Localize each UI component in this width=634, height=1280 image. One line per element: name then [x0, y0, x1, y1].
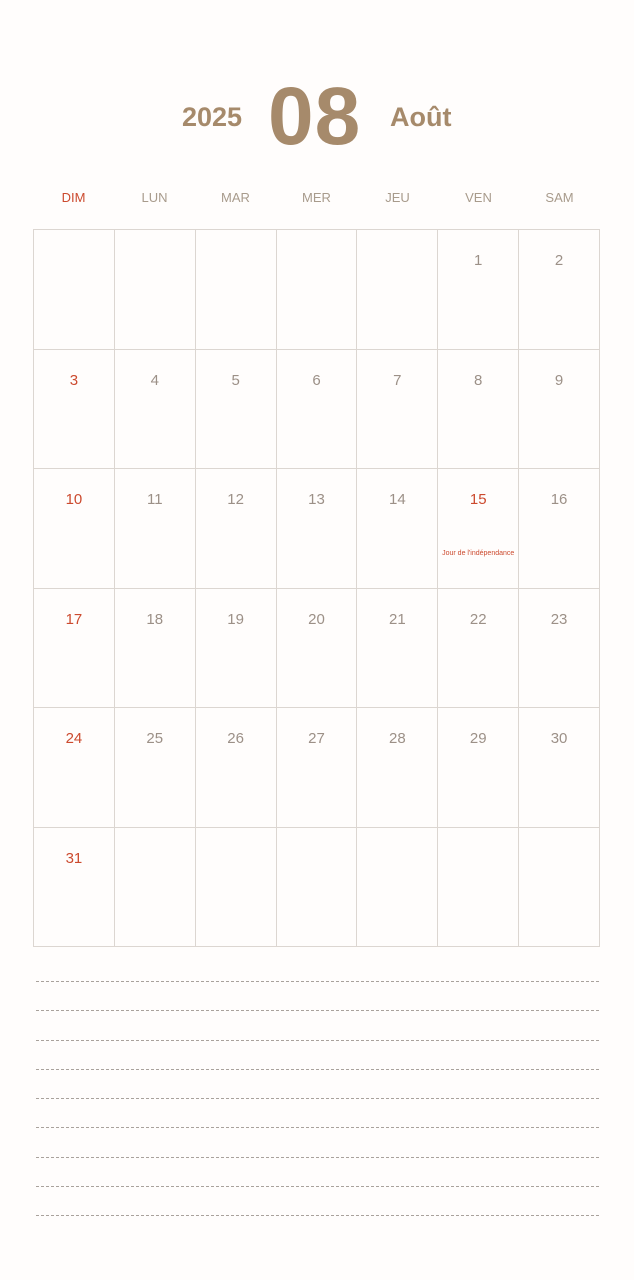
day-cell[interactable]	[34, 828, 115, 948]
day-cell[interactable]	[357, 828, 438, 948]
note-line[interactable]	[36, 981, 599, 982]
day-number: 8	[474, 371, 483, 389]
day-number: 3	[69, 371, 79, 389]
day-number: 5	[231, 371, 240, 389]
day-cell[interactable]	[438, 828, 519, 948]
weekday-thursday: JEU	[385, 190, 410, 205]
day-number: 18	[146, 610, 164, 628]
day-cell[interactable]	[438, 589, 519, 709]
day-number: 2	[554, 252, 564, 269]
day-cell[interactable]	[357, 469, 438, 589]
day-cell[interactable]	[115, 828, 196, 948]
day-number: 17	[65, 610, 83, 628]
weekday-tuesday: MAR	[221, 190, 250, 205]
day-cell[interactable]	[196, 828, 277, 948]
weekday-wednesday: MER	[302, 190, 331, 205]
day-number: 6	[312, 371, 321, 389]
month-number: 08	[268, 71, 362, 162]
day-cell[interactable]	[277, 469, 358, 589]
day-number: 19	[227, 610, 244, 628]
day-cell[interactable]	[115, 708, 196, 828]
day-cell[interactable]	[277, 350, 358, 470]
day-cell[interactable]	[438, 469, 519, 589]
day-cell[interactable]	[438, 708, 519, 828]
day-number: 14	[389, 491, 406, 508]
day-cell[interactable]	[196, 230, 277, 350]
day-cell[interactable]	[115, 350, 196, 470]
day-cell[interactable]	[357, 230, 438, 350]
day-number: 24	[65, 730, 83, 747]
day-number: 26	[227, 730, 244, 747]
note-line[interactable]	[36, 1098, 599, 1099]
day-cell[interactable]	[115, 230, 196, 350]
day-number: 13	[308, 491, 325, 508]
day-cell[interactable]	[357, 350, 438, 470]
day-cell[interactable]	[519, 469, 600, 589]
day-cell[interactable]	[34, 350, 115, 470]
day-cell[interactable]	[357, 589, 438, 709]
note-line[interactable]	[36, 1040, 599, 1041]
day-number: 28	[389, 730, 406, 747]
day-number: 7	[393, 371, 402, 389]
day-cell[interactable]	[519, 230, 600, 350]
day-cell[interactable]	[519, 350, 600, 470]
day-number: 9	[554, 371, 564, 389]
weekday-header-row	[33, 190, 600, 210]
day-cell[interactable]	[115, 469, 196, 589]
day-cell[interactable]	[277, 708, 358, 828]
day-cell[interactable]	[196, 350, 277, 470]
note-line[interactable]	[36, 1186, 599, 1187]
day-number: 29	[469, 730, 487, 747]
year-label: 2025	[182, 102, 243, 132]
day-cell[interactable]	[519, 708, 600, 828]
day-cell[interactable]	[357, 708, 438, 828]
day-number: 22	[469, 610, 487, 628]
day-cell[interactable]	[34, 708, 115, 828]
day-number: 20	[308, 610, 325, 628]
day-number: 12	[227, 491, 244, 508]
day-cell[interactable]	[196, 589, 277, 709]
weekday-friday: VEN	[465, 190, 492, 205]
holiday-label: Jour de l'indépendance	[442, 550, 515, 557]
day-number: 30	[550, 730, 568, 747]
day-cell[interactable]	[277, 828, 358, 948]
day-number: 27	[308, 730, 325, 747]
day-cell[interactable]	[519, 589, 600, 709]
day-cell[interactable]	[196, 469, 277, 589]
day-number: 15	[469, 491, 487, 508]
weekday-saturday: SAM	[545, 190, 574, 205]
note-line[interactable]	[36, 1157, 599, 1158]
day-number: 31	[65, 849, 83, 867]
day-number: 23	[550, 610, 568, 628]
day-number: 21	[389, 610, 406, 628]
day-cell[interactable]	[277, 230, 358, 350]
day-cell[interactable]	[438, 350, 519, 470]
day-number: 4	[150, 371, 159, 389]
day-cell[interactable]	[34, 589, 115, 709]
day-cell[interactable]	[277, 589, 358, 709]
note-line[interactable]	[36, 1069, 599, 1070]
day-cell[interactable]	[115, 589, 196, 709]
notes-area	[36, 981, 599, 1245]
day-cell[interactable]	[438, 230, 519, 350]
weekday-monday: LUN	[141, 190, 168, 205]
weekday-sunday: DIM	[61, 190, 86, 205]
day-number: 16	[550, 491, 568, 508]
day-number: 11	[146, 491, 163, 508]
day-number: 10	[65, 491, 83, 508]
note-line[interactable]	[36, 1010, 599, 1011]
day-cell[interactable]	[519, 828, 600, 948]
calendar-grid	[33, 229, 600, 947]
day-cell[interactable]	[196, 708, 277, 828]
note-line[interactable]	[36, 1127, 599, 1128]
month-name: Août	[390, 102, 452, 132]
day-cell[interactable]	[34, 469, 115, 589]
note-line[interactable]	[36, 1215, 599, 1216]
day-number: 25	[146, 730, 164, 747]
calendar-header	[0, 71, 634, 162]
day-number: 1	[474, 252, 483, 269]
day-cell[interactable]	[34, 230, 115, 350]
